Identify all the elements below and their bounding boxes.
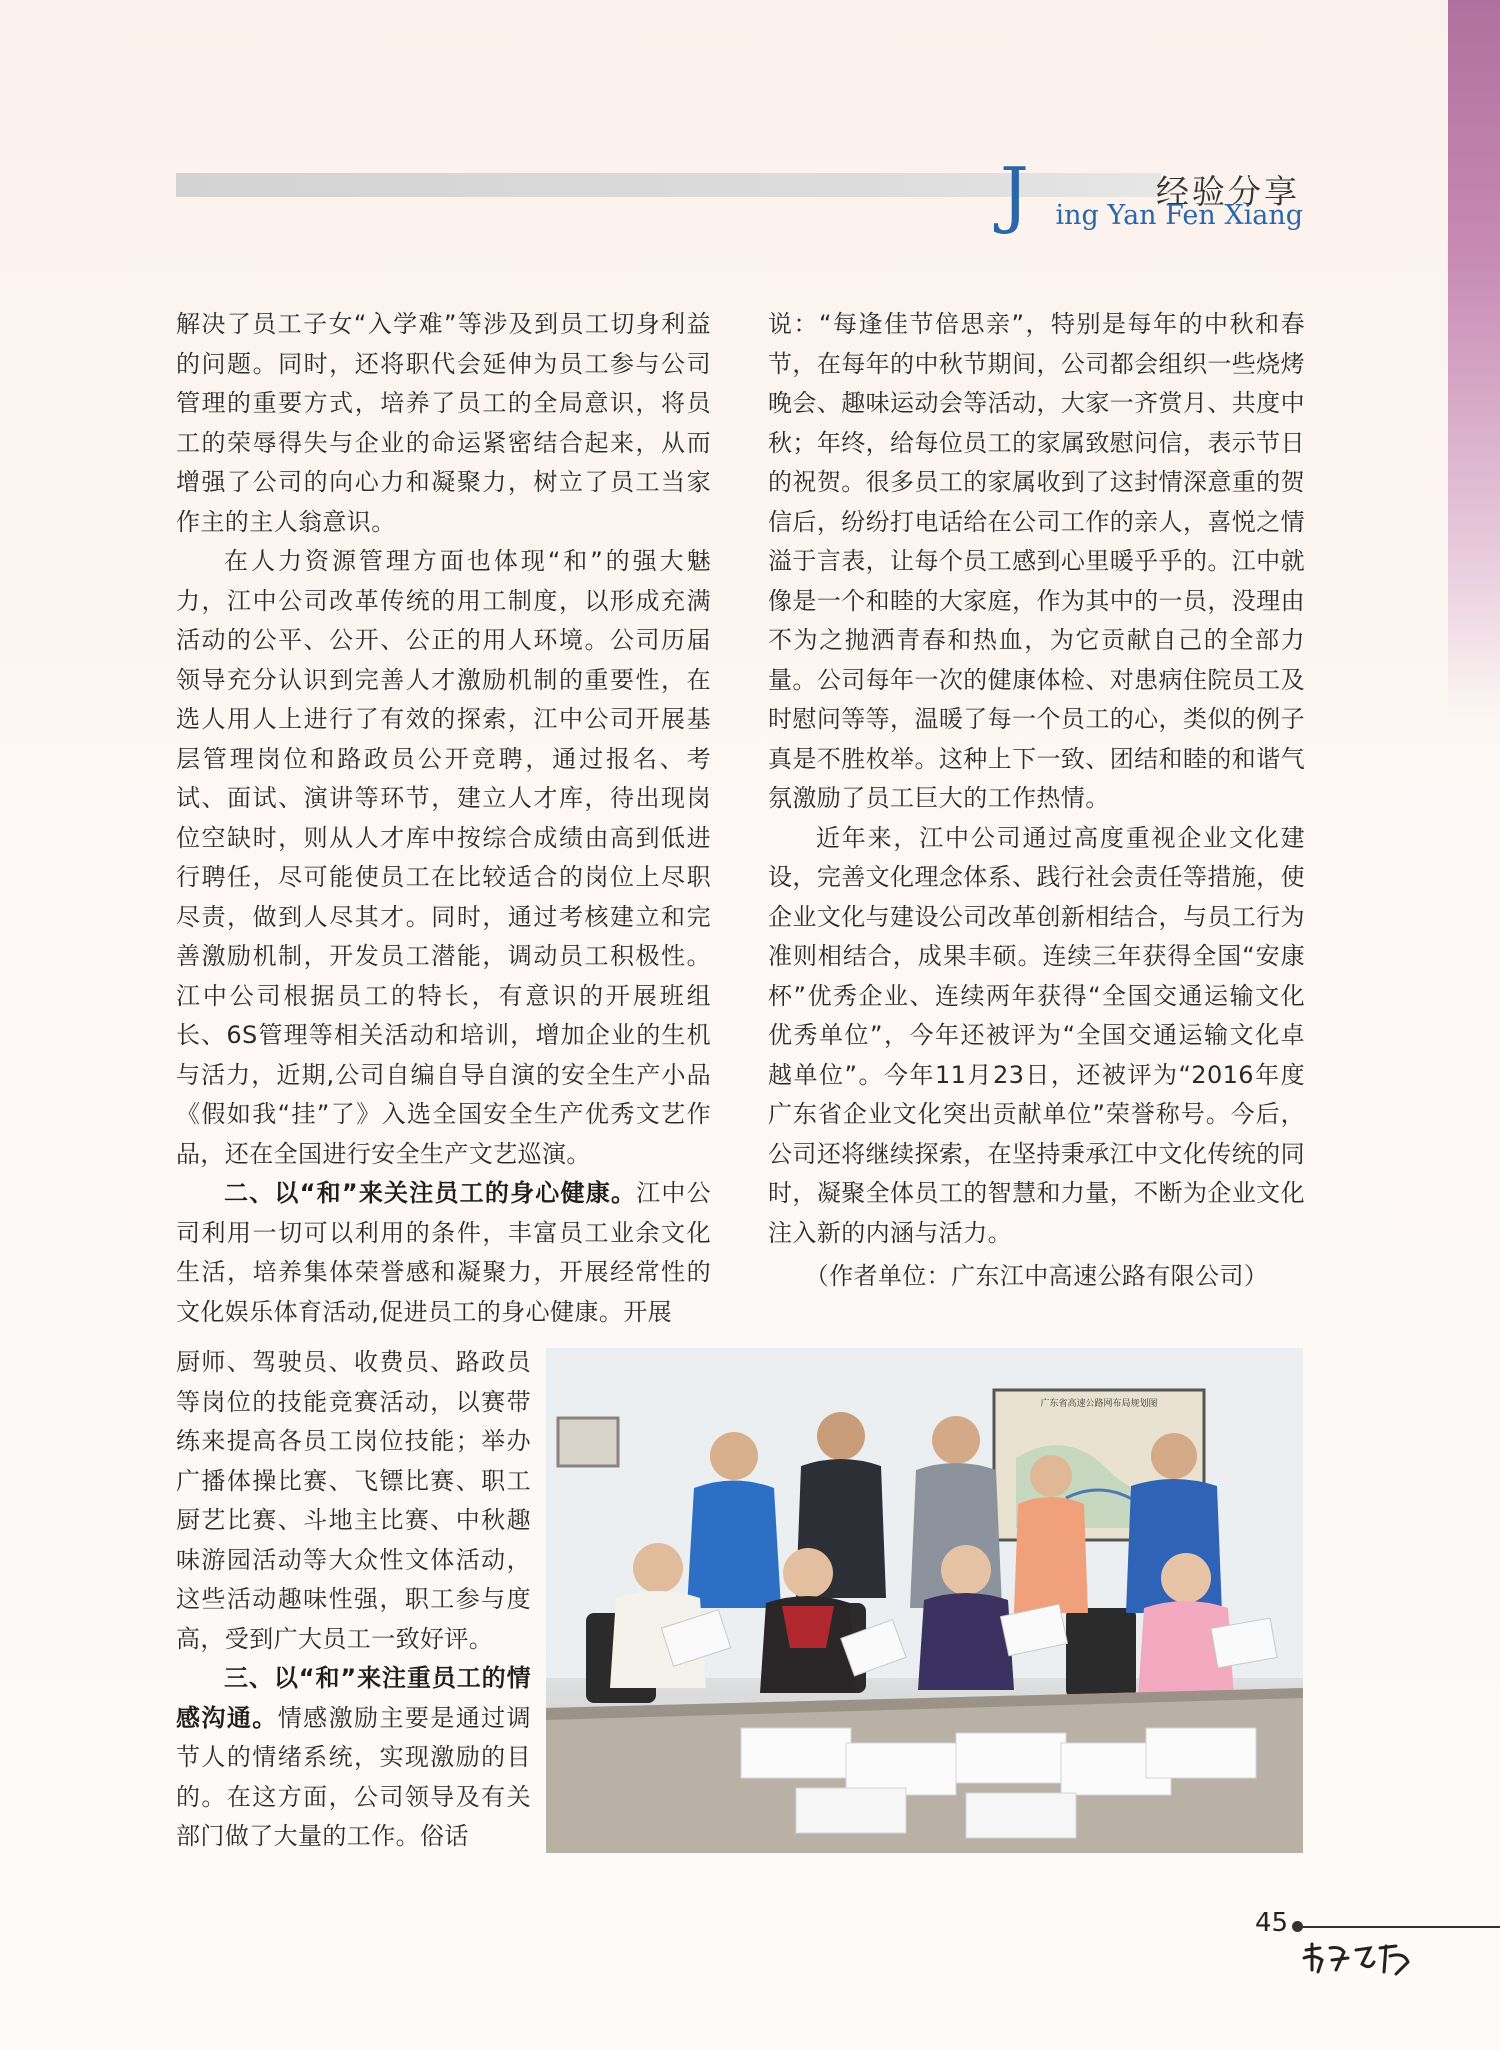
magazine-logo bbox=[1300, 1940, 1420, 1980]
paragraph: 在人力资源管理方面也体现“和”的强大魅力，江中公司改革传统的用工制度，以形成充满活动的公平、公开、公正的用人环境。公司历届领导充分认识到完善人才激励机制的重要性，在选人用人上进行了有效的探索，江中公司开展基层管理岗位和路政员公开竞聘，通过报名、考试、面试、演讲等环节，建立人才库，待出现岗位空缺时，则从人才库中按综合成绩由高到低进行聘任，尽可能使员工在比较适合的岗位上尽职尽责，做到人尽其才。同时，通过考核建立和完善激励机制，开发员工潜能，调动员工积极性。江中公司根据员工的特长，有意识的开展班组长、6S管理等相关活动和培训，增加企业的生机与活力，近期,公司自编自导自演的安全生产小品《假如我“挂”了》入选全国安全生产优秀文艺作品，还在全国进行安全生产文艺巡演。 bbox=[176, 547, 711, 1168]
paragraph: 近年来，江中公司通过高度重视企业文化建设，完善文化理念体系、践行社会责任等措施，使企业文化与建设公司改革创新相结合，与员工行为准则相结合，成果丰硕。连续三年获得全国“安康杯”优秀企业、连续两年获得“全国交通运输文化优秀单位”，今年还被评为“全国交通运输文化卓越单位”。今年11月23日，还被评为“2016年度广东省企业文化突出贡献单位”荣誉称号。今后，公司还将继续探索，在坚持秉承江中文化传统的同时，凝聚全体员工的智慧和力量，不断为企业文化注入新的内涵与活力。 bbox=[768, 823, 1305, 1247]
side-tab-decoration bbox=[1448, 0, 1500, 720]
section-title: 经验分享 bbox=[1156, 172, 1300, 211]
page-number: 45 bbox=[1255, 1908, 1289, 1938]
heading-3: 三、以“和”来注重员工的情感沟通。 bbox=[176, 1664, 531, 1732]
paragraph: 说：“每逢佳节倍思亲”，特别是每年的中秋和春节，在每年的中秋节期间，公司都会组织一些烧烤晚会、趣味运动会等活动，大家一齐赏月、共度中秋；年终，给每位员工的家属致慰问信，表示节日的祝贺。很多员工的家属收到了这封情深意重的贺信后，纷纷打电话给在公司工作的亲人，喜悦之情溢于言表，让每个员工感到心里暖乎乎的。江中就像是一个和睦的大家庭，作为其中的一员，没理由不为之抛洒青春和热血，为它贡献自己的全部力量。公司每年一次的健康体检、对患病住院员工及时慰问等等，温暖了每一个员工的心，类似的例子真是不胜枚举。这种上下一致、团结和睦的和谐气氛激励了员工巨大的工作热情。 bbox=[768, 310, 1305, 812]
section-initial: J bbox=[1000, 152, 1029, 236]
heading-3-body: 情感激励主要是通过调节人的情绪系统，实现激励的目的。在这方面，公司领导及有关部门做了大量的工作。俗话 bbox=[176, 1703, 532, 1850]
map-title: 广东省高速公路网布局规划图 bbox=[1040, 1399, 1158, 1409]
paragraph: 解决了员工子女“入学难”等涉及到员工切身利益的问题。同时，还将职代会延伸为员工参与公司管理的重要方式，培养了员工的全局意识，将员工的荣辱得失与企业的命运紧密结合起来，从而增强了公司的向心力和凝聚力，树立了员工当家作主的主人翁意识。 bbox=[176, 310, 711, 536]
paragraph: 厨师、驾驶员、收费员、路政员等岗位的技能竞赛活动，以赛带练来提高各员工岗位技能；举办广播体操比赛、飞镖比赛、职工厨艺比赛、斗地主比赛、中秋趣味游园活动等大众性文体活动，这些活动趣味性强，职工参与度高，受到广大员工一致好评。 bbox=[176, 1348, 531, 1653]
heading-2: 二、以“和”来关注员工的身心健康。 bbox=[224, 1179, 637, 1207]
section-subtitle: ing Yan Fen Xiang bbox=[1055, 200, 1303, 231]
group-photo-illustration bbox=[546, 1348, 1303, 1853]
footer-rule bbox=[1298, 1926, 1500, 1928]
heading-2-body: 江中公司利用一切可以利用的条件，丰富员工业余文化生活，培养集体荣誉感和凝聚力，开展经常性的文化娱乐体育活动,促进员工的身心健康。开展 bbox=[176, 1179, 711, 1326]
paragraph-heading-3 bbox=[176, 1659, 531, 1857]
paragraph-heading-2 bbox=[176, 1174, 711, 1332]
author-line: （作者单位：广东江中高速公路有限公司） bbox=[804, 1262, 1269, 1290]
left-column-bottom bbox=[176, 1343, 531, 1857]
right-column bbox=[768, 305, 1305, 1297]
group-photo bbox=[546, 1348, 1303, 1853]
left-column-top bbox=[176, 305, 711, 1332]
